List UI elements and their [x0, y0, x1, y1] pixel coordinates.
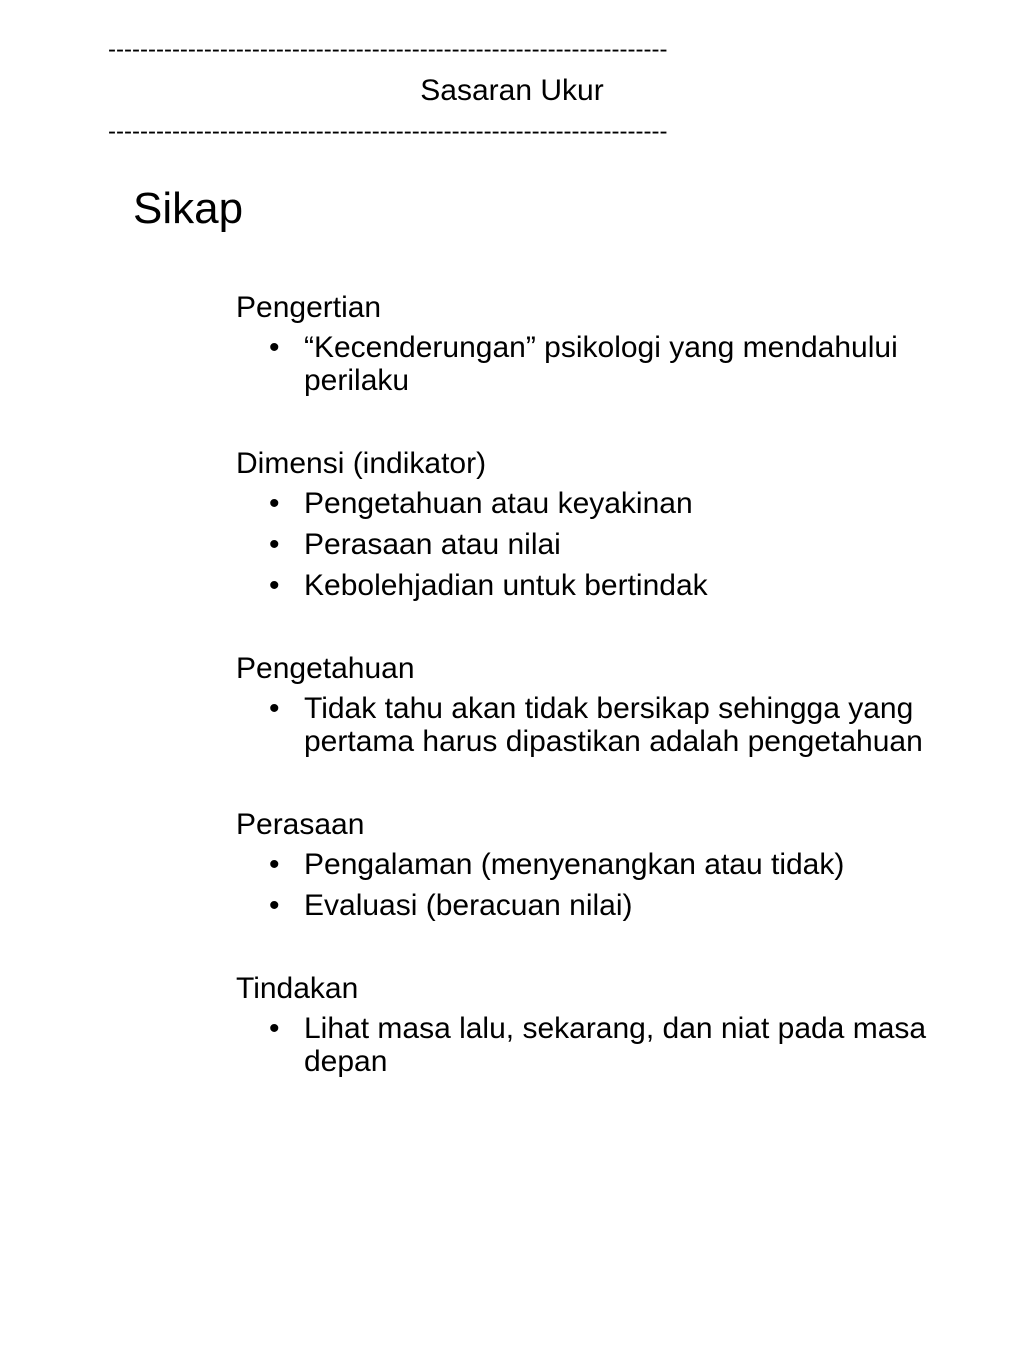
bullet-icon: • [269, 1012, 280, 1045]
header-dash-divider-bottom: ---------------------------------------------------------------------- [108, 118, 668, 145]
bullet-text: Perasaan atau nilai [304, 528, 561, 561]
section-perasaan [236, 807, 936, 922]
bullet-icon: • [269, 848, 280, 881]
bullet-item [236, 692, 936, 758]
bullet-text: Kebolehjadian untuk bertindak [304, 569, 708, 602]
bullet-text: Lihat masa lalu, sekarang, dan niat pada masa depan [304, 1012, 927, 1078]
bullet-list [236, 692, 936, 758]
bullet-list [236, 331, 936, 397]
section-heading: Tindakan [236, 972, 359, 1005]
bullet-item [236, 848, 936, 881]
header-dash-divider-top: ---------------------------------------------------------------------- [108, 36, 668, 63]
bullet-list [236, 848, 936, 922]
section-heading: Perasaan [236, 808, 365, 841]
content-body [236, 290, 936, 1127]
bullet-item [236, 1012, 936, 1078]
bullet-item [236, 569, 936, 602]
bullet-list [236, 1012, 936, 1078]
bullet-icon: • [269, 528, 280, 561]
bullet-icon: • [269, 331, 280, 364]
bullet-item [236, 487, 936, 520]
section-dimensi [236, 446, 936, 602]
bullet-list [236, 487, 936, 602]
section-heading: Pengertian [236, 291, 382, 324]
header-title: Sasaran Ukur [420, 74, 604, 107]
bullet-item [236, 889, 936, 922]
bullet-icon: • [269, 487, 280, 520]
bullet-text: Pengalaman (menyenangkan atau tidak) [304, 848, 845, 881]
section-heading: Dimensi (indikator) [236, 447, 487, 480]
bullet-icon: • [269, 889, 280, 922]
bullet-item [236, 331, 936, 397]
section-pengetahuan [236, 651, 936, 758]
bullet-icon: • [269, 569, 280, 602]
section-heading: Pengetahuan [236, 652, 415, 685]
bullet-icon: • [269, 692, 280, 725]
bullet-text: “Kecenderungan” psikologi yang mendahului perilaku [304, 331, 898, 397]
bullet-text: Tidak tahu akan tidak bersikap sehingga yang pertama harus dipastikan adalah pengetahuan [304, 692, 923, 758]
bullet-text: Pengetahuan atau keyakinan [304, 487, 693, 520]
page-title: Sikap [133, 184, 244, 233]
section-tindakan [236, 971, 936, 1078]
bullet-text: Evaluasi (beracuan nilai) [304, 889, 633, 922]
section-pengertian [236, 290, 936, 397]
bullet-item [236, 528, 936, 561]
